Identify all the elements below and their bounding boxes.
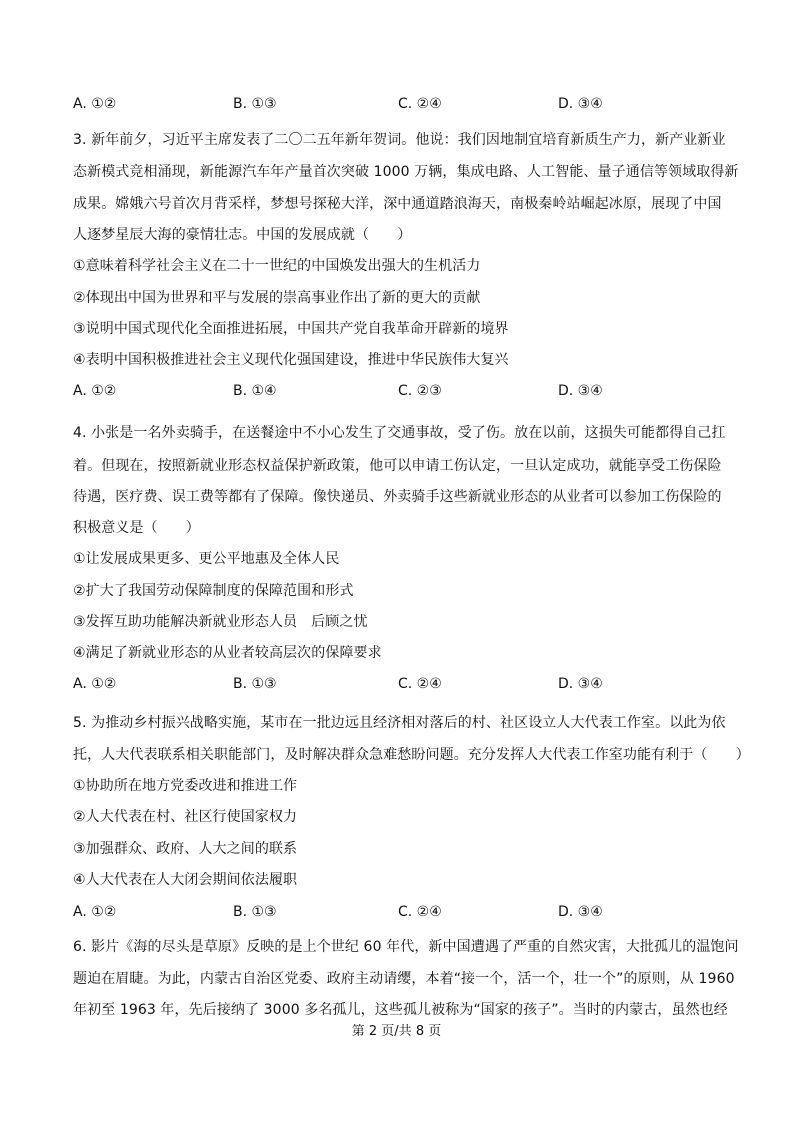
q2-option-b: B. ①③ — [233, 96, 277, 112]
q4-item-2: ②扩大了我国劳动保障制度的保障范围和形式 — [73, 583, 354, 599]
q4-option-c: C. ②④ — [398, 676, 442, 692]
q5-item-1: ①协助所在地方党委改进和推进工作 — [73, 778, 298, 794]
q4-item-3-tail: 后顾之忧 — [311, 614, 368, 630]
q3-item-2: ②体现出中国为世界和平与发展的崇高事业作出了新的更大的贡献 — [73, 290, 481, 306]
q4-option-b: B. ①③ — [233, 676, 277, 692]
q4-item-3 — [73, 615, 723, 630]
q2-options — [73, 97, 733, 115]
q6-stem-line-2: 题迫在眉睫。为此，内蒙古自治区党委、政府主动请缨，本着“接一个，活一个，壮一个”的原则，从 1960 — [73, 971, 735, 987]
q5-item-3: ③加强群众、政府、人大之间的联系 — [73, 841, 298, 857]
q3-option-c: C. ②③ — [398, 383, 442, 399]
q3-option-d: D. ③④ — [558, 383, 603, 399]
q3-stem-line-3: 成果。嫦娥六号首次月背采样，梦想号探秘大洋，深中通道踏浪海天，南极秦岭站崛起冰原，展现了中国 — [73, 196, 722, 212]
q5-options — [73, 905, 733, 923]
q4-stem-line-1: 4. 小张是一名外卖骑手，在送餐途中不小心发生了交通事故，受了伤。放在以前，这损失可能都得自己扛 — [73, 425, 726, 441]
q6-stem-line-1: 6. 影片《海的尽头是草原》反映的是上个世纪 60 年代，新中国遭遇了严重的自然灾害，大批孤儿的温饱问 — [73, 939, 739, 955]
q3-item-1: ①意味着科学社会主义在二十一世纪的中国焕发出强大的生机活力 — [73, 258, 481, 274]
q4-option-a: A. ①② — [73, 676, 117, 692]
q5-option-a: A. ①② — [73, 904, 117, 920]
q5-stem-line-1: 5. 为推动乡村振兴战略实施，某市在一批边远且经济相对落后的村、社区设立人大代表工作室。以此为依 — [73, 715, 726, 731]
page-footer: 第 2 页/共 8 页 — [351, 1024, 442, 1039]
q4-stem-line-2: 着。但现在，按照新就业形态权益保护新政策，他可以申请工伤认定，一旦认定成功，就能享受工伤保险 — [73, 458, 722, 474]
q3-option-a: A. ①② — [73, 383, 117, 399]
q3-option-b: B. ①④ — [233, 383, 277, 399]
q3-stem-line-4: 人逐梦星辰大海的豪情壮志。中国的发展成就（ ） — [73, 227, 412, 243]
q4-item-4: ④满足了新就业形态的从业者较高层次的保障要求 — [73, 645, 382, 661]
q4-option-d: D. ③④ — [558, 676, 603, 692]
q5-option-d: D. ③④ — [558, 904, 603, 920]
q5-option-c: C. ②④ — [398, 904, 442, 920]
q3-options — [73, 384, 733, 402]
q3-item-3: ③说明中国式现代化全面推进拓展，中国共产党自我革命开辟新的境界 — [73, 321, 509, 337]
q4-stem-line-3: 待遇，医疗费、误工费等都有了保障。像快递员、外卖骑手这些新就业形态的从业者可以参加工伤保险的 — [73, 489, 722, 505]
q4-stem-line-4: 积极意义是（ ） — [73, 520, 200, 536]
q4-options — [73, 677, 733, 695]
q6-stem-line-3: 年初至 1963 年，先后接纳了 3000 多名孤儿，这些孤儿被称为“国家的孩子”。当时的内蒙古，虽然也经 — [73, 1002, 728, 1018]
q4-item-1: ①让发展成果更多、更公平地惠及全体人民 — [73, 551, 340, 567]
q2-option-c: C. ②④ — [398, 96, 442, 112]
q3-stem-line-1: 3. 新年前夕，习近平主席发表了二〇二五年新年贺词。他说：我们因地制宜培育新质生产力，新产业新业 — [73, 132, 726, 148]
q3-stem-line-2: 态新模式竞相涌现，新能源汽车年产量首次突破 1000 万辆，集成电路、人工智能、量子通信等领域取得新 — [73, 164, 739, 180]
q2-option-a: A. ①② — [73, 96, 117, 112]
q5-option-b: B. ①③ — [233, 904, 277, 920]
q4-item-3-text: ③发挥互助功能解决新就业形态人员 — [73, 614, 298, 630]
q5-item-4: ④人大代表在人大闭会期间依法履职 — [73, 872, 298, 888]
q3-item-4: ④表明中国积极推进社会主义现代化强国建设，推进中华民族伟大复兴 — [73, 352, 509, 368]
q5-stem-line-2: 托，人大代表联系相关职能部门，及时解决群众急难愁盼问题。充分发挥人大代表工作室功能有利于（ ） — [73, 747, 750, 763]
q5-item-2: ②人大代表在村、社区行使国家权力 — [73, 809, 298, 825]
q2-option-d: D. ③④ — [558, 96, 603, 112]
